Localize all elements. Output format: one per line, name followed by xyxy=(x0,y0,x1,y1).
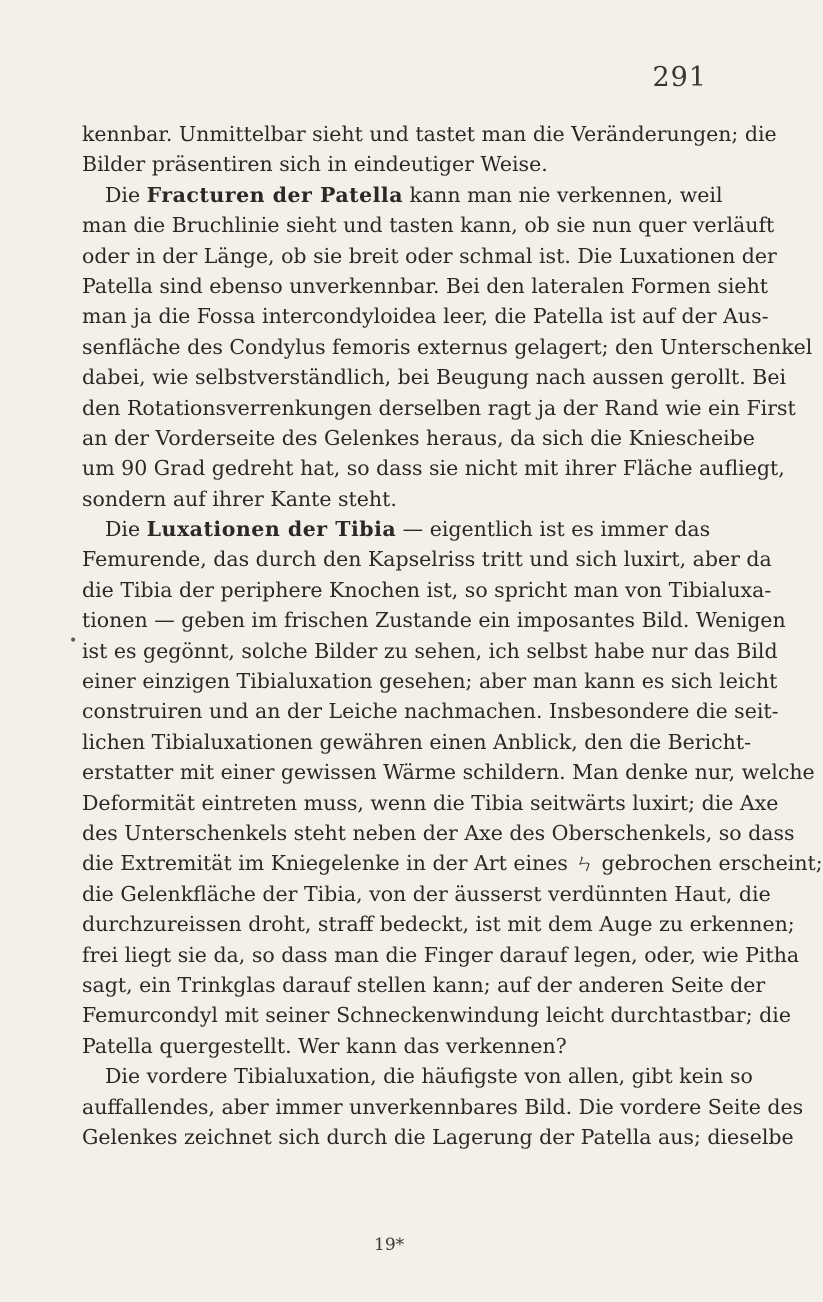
text-line: kennbar. Unmittelbar sieht und tastet man die Veränderungen; die xyxy=(82,122,777,146)
text-line: auffallendes, aber immer unverkennbares Bild. Die vordere Seite des xyxy=(82,1094,804,1119)
text-line: ist es gegönnt, solche Bilder zu sehen, ich selbst habe nur das Bild xyxy=(82,638,778,663)
text-line: oder in der Länge, ob sie breit oder schmal ist. Die Luxationen der xyxy=(82,243,777,268)
text-line: sondern auf ihrer Kante steht. xyxy=(82,486,397,511)
text-line: erstatter mit einer gewissen Wärme schildern. Man denke nur, welche xyxy=(82,760,815,785)
section-heading-fracturen: Fracturen der Patella xyxy=(146,182,403,207)
text-line: Patella sind ebenso unverkennbar. Bei den lateralen Formen sieht xyxy=(82,273,769,298)
text-line: Femurcondyl mit seiner Schneckenwindung leicht durchtastbar; die xyxy=(82,1003,791,1028)
margin-dot: • xyxy=(69,633,78,649)
text-line: Deformität eintreten muss, wenn die Tibia seitwärts luxirt; die Axe xyxy=(82,790,779,815)
text-run: — eigentlich ist es immer das xyxy=(396,517,711,542)
text-line: an der Vorderseite des Gelenkes heraus, da sich die Kniescheibe xyxy=(82,425,755,450)
text-line xyxy=(82,180,723,210)
text-line: den Rotationsverrenkungen derselben ragt ja der Rand wie ein First xyxy=(82,395,796,420)
text-line: Patella quergestellt. Wer kann das verkennen? xyxy=(82,1033,567,1058)
text-line: man die Bruchlinie sieht und tasten kann, ob sie nun quer verläuft xyxy=(82,213,775,238)
text-line: die Extremität im Kniegelenke in der Art eines ㄣ gebrochen erscheint; xyxy=(82,851,823,876)
text-line: Bilder präsentiren sich in eindeutiger Weise. xyxy=(82,152,548,177)
text-run: kann man nie verkennen, weil xyxy=(403,182,723,207)
text-line: Gelenkes zeichnet sich durch die Lagerung der Patella aus; dieselbe xyxy=(82,1124,794,1149)
page-number: 291 xyxy=(652,62,707,93)
text-line: sagt, ein Trinkglas darauf stellen kann; auf der anderen Seite der xyxy=(82,972,766,997)
text-run: Die xyxy=(105,517,147,542)
text-line: lichen Tibialuxationen gewähren einen Anblick, den die Bericht- xyxy=(82,729,752,754)
text-line xyxy=(82,514,711,544)
text-line: Femurende, das durch den Kapselriss tritt und sich luxirt, aber da xyxy=(82,547,772,572)
text-line: construiren und an der Leiche nachmachen. Insbesondere die seit- xyxy=(82,699,779,724)
text-line: senfläche des Condylus femoris externus gelagert; den Unterschenkel xyxy=(82,334,813,359)
text-line: einer einzigen Tibialuxation gesehen; aber man kann es sich leicht xyxy=(82,669,778,694)
text-line: um 90 Grad gedreht hat, so dass sie nicht mit ihrer Fläche aufliegt, xyxy=(82,456,785,481)
text-line: Die vordere Tibialuxation, die häufigste von allen, gibt kein so xyxy=(105,1064,753,1089)
text-line: die Tibia der periphere Knochen ist, so spricht man von Tibialuxa- xyxy=(82,577,772,602)
body-text xyxy=(82,119,823,1152)
text-line: man ja die Fossa intercondyloidea leer, die Patella ist auf der Aus- xyxy=(82,304,769,329)
section-heading-luxationen: Luxationen der Tibia xyxy=(146,517,397,542)
text-run: Die xyxy=(105,182,147,207)
text-line: die Gelenkfläche der Tibia, von der äusserst verdünnten Haut, die xyxy=(82,881,771,906)
text-line: durchzureissen droht, straff bedeckt, ist mit dem Auge zu erkennen; xyxy=(82,912,795,937)
text-line: des Unterschenkels steht neben der Axe des Oberschenkels, so dass xyxy=(82,820,795,845)
signature-mark: 19* xyxy=(374,1235,405,1255)
text-line: tionen — geben im frischen Zustande ein imposantes Bild. Wenigen xyxy=(82,608,786,633)
text-line: dabei, wie selbstverständlich, bei Beugung nach aussen gerollt. Bei xyxy=(82,365,787,390)
text-line: frei liegt sie da, so dass man die Finger darauf legen, oder, wie Pitha xyxy=(82,942,800,967)
